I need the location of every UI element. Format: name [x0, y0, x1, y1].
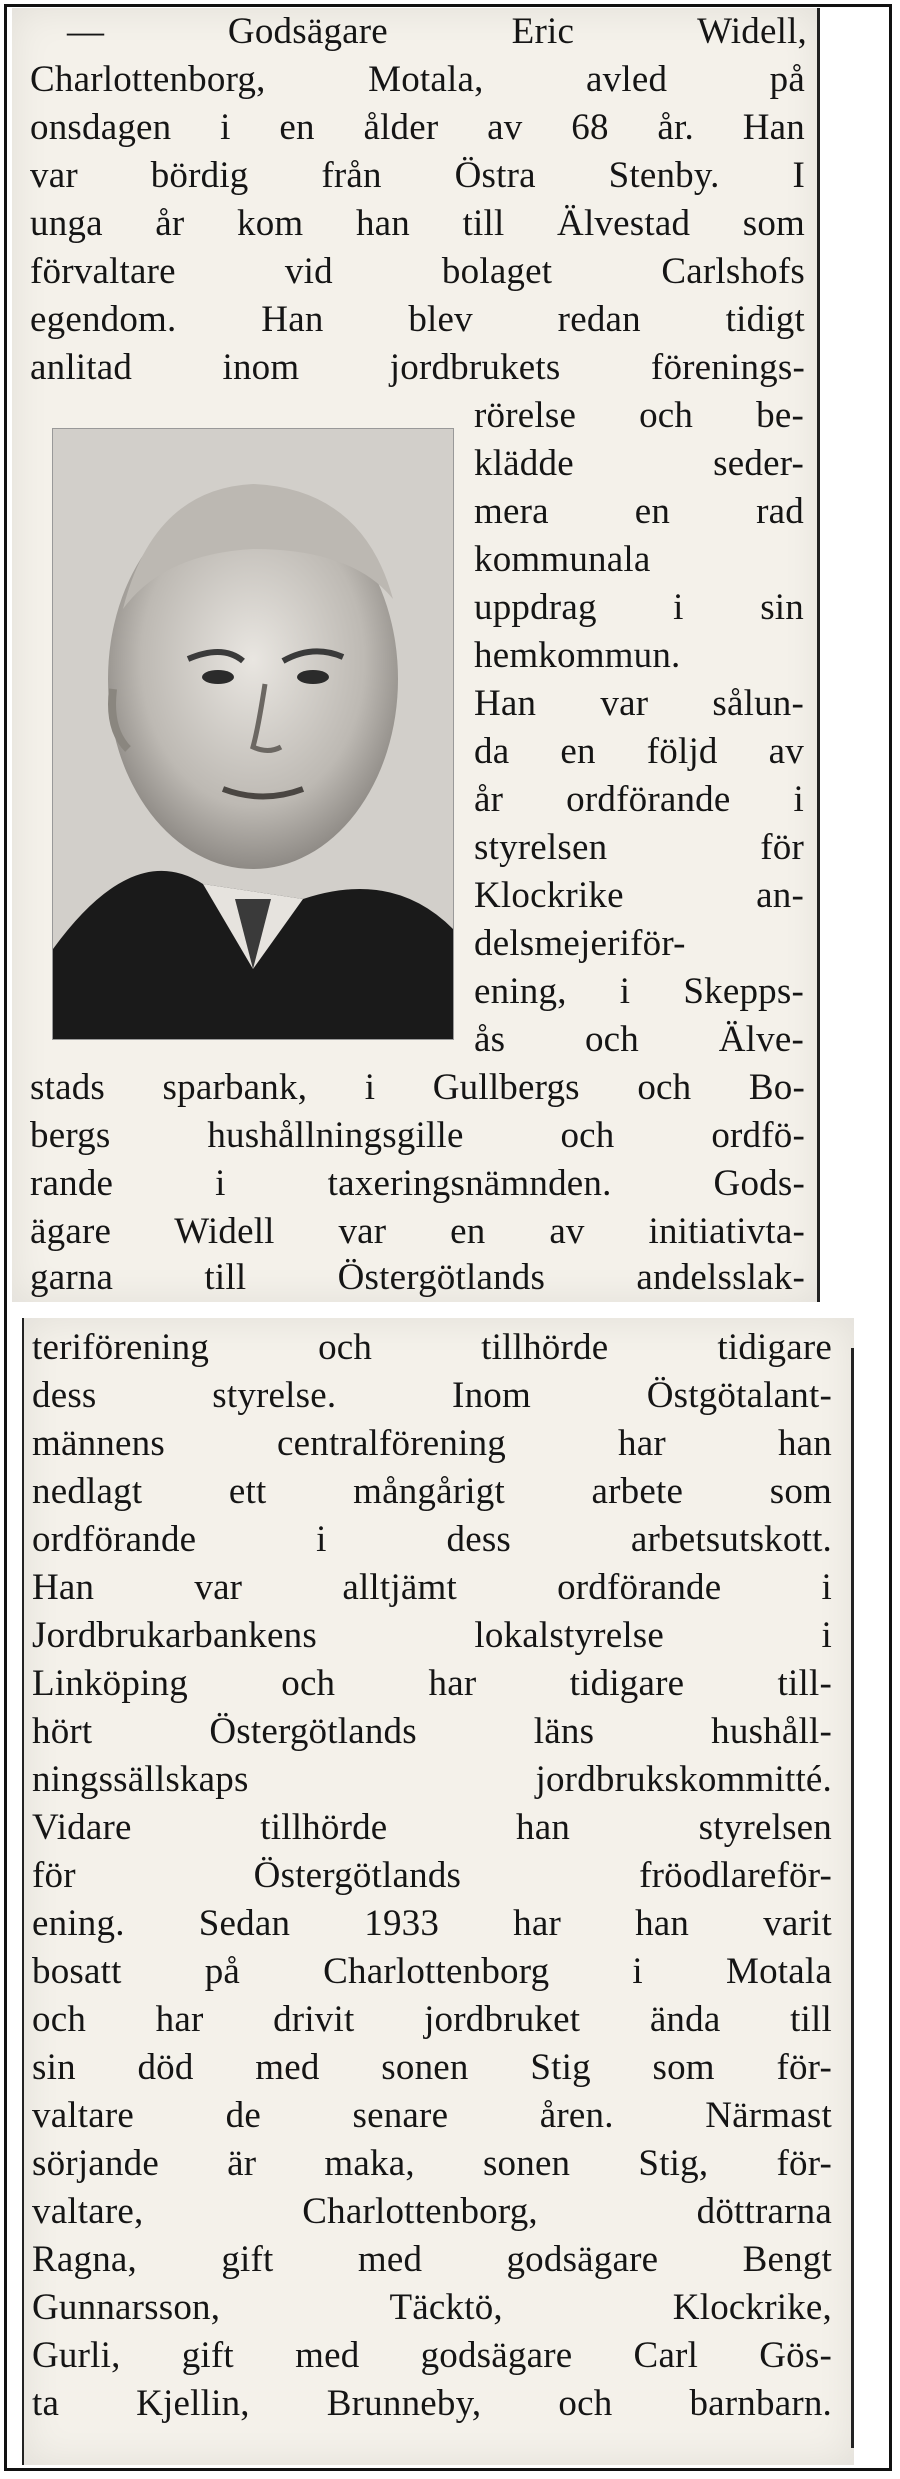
- article-line: bosatt på Charlottenborg i Motala: [32, 1951, 832, 1992]
- article-line: ås och Älve-: [474, 1019, 804, 1060]
- article-line: ningssällskaps jordbrukskommitté.: [32, 1759, 832, 1800]
- article-line: nedlagt ett mångårigt arbete som: [32, 1471, 832, 1512]
- article-line: unga år kom han till Älvestad som: [30, 203, 805, 244]
- article-line: styrelsen för: [474, 827, 804, 868]
- article-line: rörelse och be-: [474, 395, 804, 436]
- article-line: bergs hushållningsgille och ordfö-: [30, 1115, 805, 1156]
- article-line: klädde seder-: [474, 443, 804, 484]
- article-line: sin död med sonen Stig som för-: [32, 2047, 832, 2088]
- article-line: ta Kjellin, Brunneby, och barnbarn.: [32, 2383, 832, 2424]
- article-line: stads sparbank, i Gullbergs och Bo-: [30, 1067, 805, 1108]
- article-line: Gurli, gift med godsägare Carl Gös-: [32, 2335, 832, 2376]
- clipping-top: [12, 8, 820, 1302]
- column-rule: [817, 8, 820, 1302]
- article-line: Linköping och har tidigare till-: [32, 1663, 832, 1704]
- column-rule: [851, 1348, 854, 2448]
- article-line: förvaltare vid bolaget Carlshofs: [30, 251, 805, 292]
- article-line: delsmejeriför-: [474, 923, 686, 964]
- clipping-bottom: [22, 1318, 854, 2465]
- article-line: hört Östergötlands läns hushåll-: [32, 1711, 832, 1752]
- article-line: kommunala: [474, 539, 651, 580]
- article-line: onsdagen i en ålder av 68 år. Han: [30, 107, 805, 148]
- article-line: anlitad inom jordbrukets förenings-: [30, 347, 805, 388]
- article-line: männens centralförening har han: [32, 1423, 832, 1464]
- article-line: Gunnarsson, Täcktö, Klockrike,: [32, 2287, 832, 2328]
- article-line: uppdrag i sin: [474, 587, 804, 628]
- article-line: sörjande är maka, sonen Stig, för-: [32, 2143, 832, 2184]
- article-line: för Östergötlands fröodlareför-: [32, 1855, 832, 1896]
- article-line: hemkommun.: [474, 635, 681, 676]
- article-line: ening. Sedan 1933 har han varit: [32, 1903, 832, 1944]
- article-line: garna till Östergötlands andelsslak-: [30, 1257, 805, 1298]
- article-line: och har drivit jordbruket ända till: [32, 1999, 832, 2040]
- article-line: rande i taxeringsnämnden. Gods-: [30, 1163, 805, 1204]
- article-line: da en följd av: [474, 731, 804, 772]
- article-line: dess styrelse. Inom Östgötalant-: [32, 1375, 832, 1416]
- article-line: år ordförande i: [474, 779, 804, 820]
- article-line: ägare Widell var en av initiativta-: [30, 1211, 805, 1252]
- article-line: Han var sålun-: [474, 683, 804, 724]
- article-line: egendom. Han blev redan tidigt: [30, 299, 805, 340]
- article-line: ordförande i dess arbetsutskott.: [32, 1519, 832, 1560]
- portrait-photo: [52, 428, 454, 1040]
- article-line: Jordbrukarbankens lokalstyrelse i: [32, 1615, 832, 1656]
- article-line: Klockrike an-: [474, 875, 804, 916]
- article-line: ening, i Skepps-: [474, 971, 804, 1012]
- article-line: teriförening och tillhörde tidigare: [32, 1327, 832, 1368]
- article-line: Vidare tillhörde han styrelsen: [32, 1807, 832, 1848]
- article-line: var bördig från Östra Stenby. I: [30, 155, 805, 196]
- article-line: mera en rad: [474, 491, 804, 532]
- article-line: valtare de senare åren. Närmast: [32, 2095, 832, 2136]
- article-line: Han var alltjämt ordförande i: [32, 1567, 832, 1608]
- portrait-icon: [53, 429, 453, 1039]
- article-line: Ragna, gift med godsägare Bengt: [32, 2239, 832, 2280]
- article-line: valtare, Charlottenborg, döttrarna: [32, 2191, 832, 2232]
- article-line: Charlottenborg, Motala, avled på: [30, 59, 805, 100]
- article-line: — Godsägare Eric Widell,: [67, 11, 807, 52]
